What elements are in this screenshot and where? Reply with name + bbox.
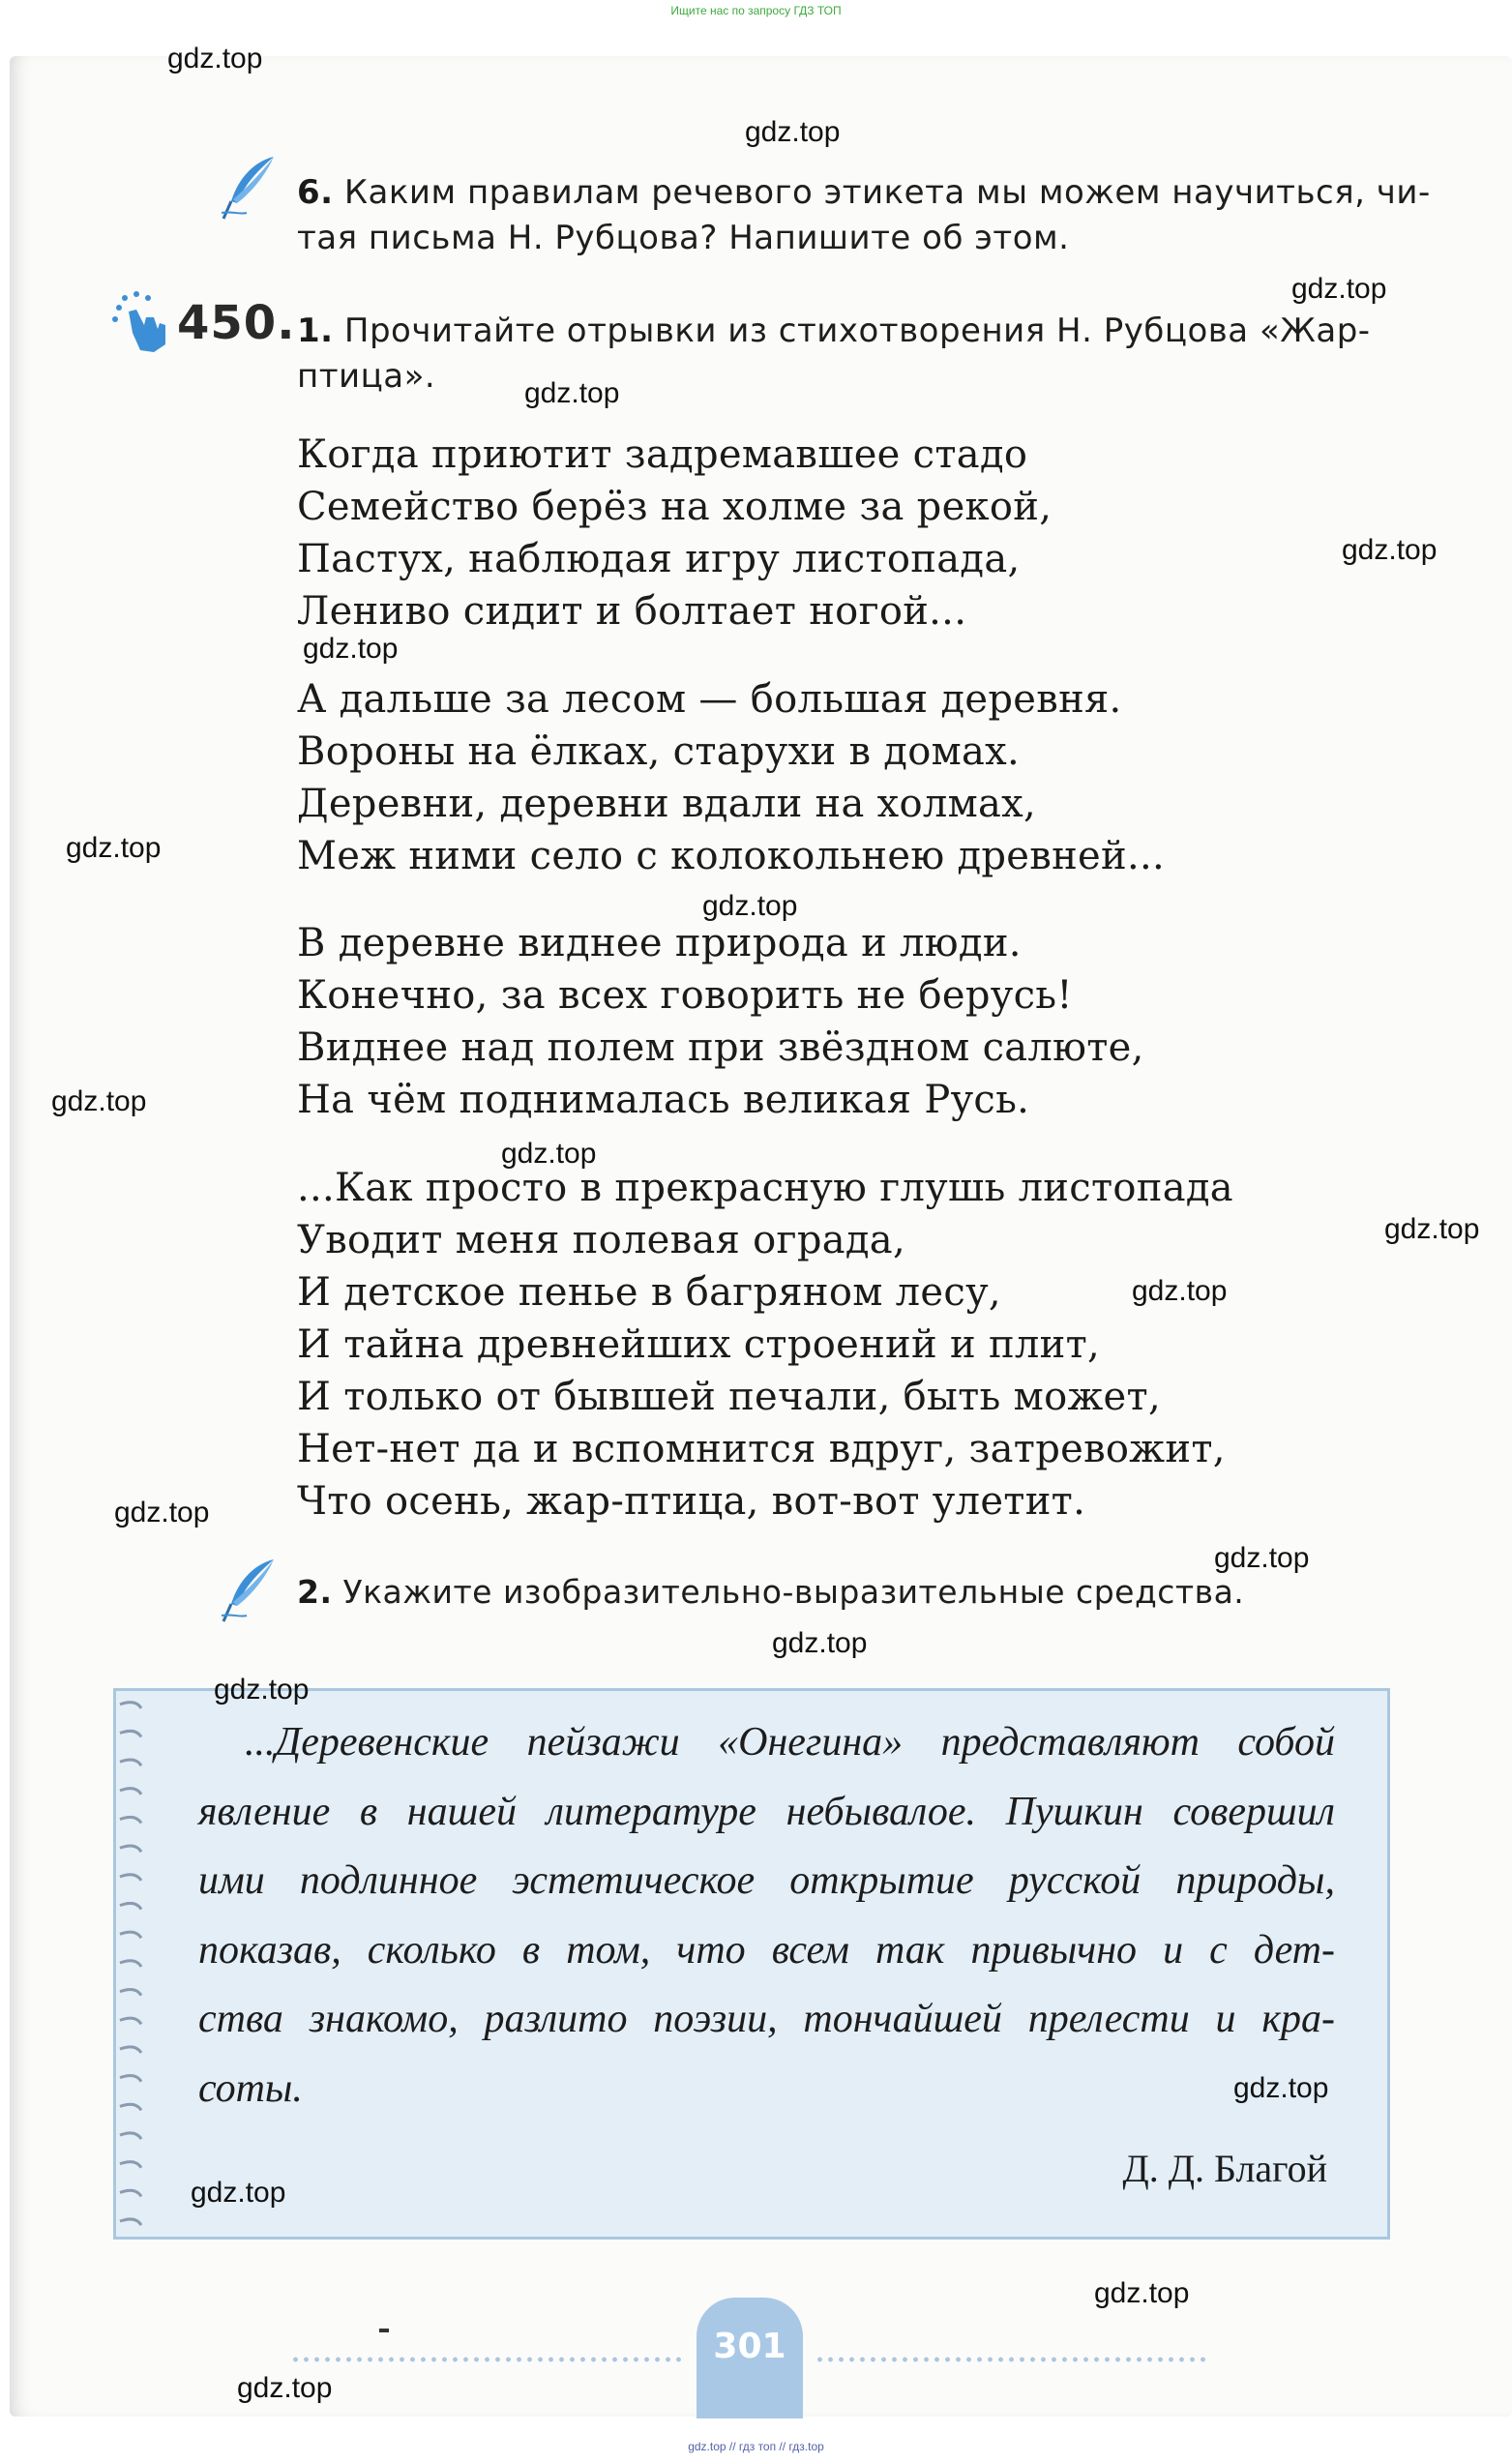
watermark: gdz.top: [191, 2177, 286, 2209]
task2-text: Укажите изобразительно-выразительные средства.: [342, 1573, 1245, 1611]
footer-dotted-line-left: [290, 2357, 687, 2362]
page-number: 301: [713, 2327, 786, 2366]
task2-number: 2.: [297, 1573, 333, 1611]
poem-line: Меж ними село с колокольнею древней...: [297, 834, 1166, 878]
exercise-task-number: 1.: [297, 312, 334, 350]
poem-line: И тайна древнейших строений и плит,: [297, 1322, 1101, 1367]
feather-pen-icon: [218, 155, 278, 223]
exercise-task-line1: Прочитайте отрывки из стихотворения Н. Рубцова «Жар-: [343, 312, 1371, 350]
watermark: gdz.top: [1342, 534, 1438, 566]
quote-line: ...Деревенские пейзажи «Онегина» представляют собой: [245, 1720, 1335, 1765]
poem-line: Вороны на ёлках, старухи в домах.: [297, 729, 1021, 774]
watermark: gdz.top: [1233, 2072, 1329, 2104]
watermark: gdz.top: [51, 1085, 147, 1117]
poem-line: На чём поднималась великая Русь.: [297, 1078, 1030, 1122]
poem-stanza-3: [297, 917, 1144, 1126]
top-promo-note: Ищите нас по запросу ГДЗ ТОП: [670, 4, 842, 17]
task6-block: [297, 170, 1431, 261]
poem-line: И только от бывшей печали, быть может,: [297, 1375, 1161, 1419]
task6-line1: Каким правилам речевого этикета мы можем научиться, чи-: [343, 173, 1431, 212]
watermark: gdz.top: [66, 832, 162, 864]
poem-line: Лениво сидит и болтает ногой...: [297, 589, 967, 634]
exercise-number: 450.: [177, 296, 296, 350]
pointing-hand-icon: [111, 290, 169, 354]
quote-line: явление в нашей литературе небывалое. Пушкин совершил: [198, 1789, 1335, 1834]
task2-block: [297, 1569, 1244, 1615]
poem-stanza-4: [297, 1162, 1233, 1528]
notebook-spiral: [116, 1691, 151, 2237]
feather-pen-icon: [218, 1558, 278, 1625]
poem-line: В деревне виднее природа и люди.: [297, 921, 1022, 965]
exercise-task-line2: птица».: [297, 357, 436, 396]
watermark: gdz.top: [1214, 1542, 1310, 1574]
poem-line: Конечно, за всех говорить не берусь!: [297, 973, 1073, 1018]
quote-line: соты.: [198, 2065, 303, 2111]
watermark: gdz.top: [772, 1627, 868, 1659]
poem-line: Деревни, деревни вдали на холмах,: [297, 782, 1037, 826]
poem-line: Нет-нет да и вспомнится вдруг, затревожит,: [297, 1427, 1226, 1471]
watermark: gdz.top: [114, 1497, 210, 1528]
watermark: gdz.top: [1132, 1275, 1228, 1307]
quote-box: [113, 1688, 1390, 2240]
watermark: gdz.top: [237, 2372, 333, 2404]
task6-number: 6.: [297, 173, 334, 212]
poem-stanza-1: [297, 429, 1052, 638]
footer-dash: [379, 2329, 389, 2332]
poem-line: Когда приютит задремавшее стадо: [297, 432, 1028, 477]
quote-author: Д. Д. Благой: [1122, 2147, 1327, 2190]
quote-line: ства знакомо, разлито поэзии, тончайшей прелести и кра-: [198, 1997, 1335, 2041]
watermark: gdz.top: [745, 116, 841, 148]
quote-text: [198, 1708, 1335, 2123]
footer-dotted-line-right: [815, 2357, 1211, 2362]
exercise-task-block: [297, 309, 1371, 400]
poem-line: А дальше за лесом — большая деревня.: [297, 677, 1122, 722]
poem-line: Семейство берёз на холме за рекой,: [297, 485, 1052, 529]
quote-line: показав, сколько в том, что всем так привычно и с дет-: [198, 1927, 1335, 1973]
watermark: gdz.top: [524, 377, 620, 409]
watermark: gdz.top: [501, 1138, 597, 1170]
poem-stanza-2: [297, 673, 1165, 882]
poem-line: ...Как просто в прекрасную глушь листопада: [297, 1166, 1233, 1210]
watermark: gdz.top: [1291, 273, 1387, 305]
watermark: gdz.top: [303, 633, 399, 665]
watermark: gdz.top: [167, 43, 263, 74]
task6-line2: тая письма Н. Рубцова? Напишите об этом.: [297, 219, 1070, 257]
poem-line: Виднее над полем при звёздном салюте,: [297, 1025, 1144, 1070]
watermark: gdz.top: [1094, 2277, 1190, 2309]
watermark: gdz.top: [702, 890, 798, 922]
quote-line: ими подлинное эстетическое открытие русской природы,: [198, 1858, 1335, 1903]
watermark: gdz.top: [214, 1674, 310, 1706]
poem-line: Уводит меня полевая ограда,: [297, 1218, 905, 1262]
poem-line: Пастух, наблюдая игру листопада,: [297, 537, 1021, 581]
poem-line: Что осень, жар-птица, вот-вот улетит.: [297, 1479, 1086, 1524]
watermark: gdz.top: [1384, 1213, 1480, 1245]
bottom-footer-note: gdz.top // гдз топ // гдз.top: [688, 2440, 824, 2453]
poem-line: И детское пенье в багряном лесу,: [297, 1270, 1001, 1315]
